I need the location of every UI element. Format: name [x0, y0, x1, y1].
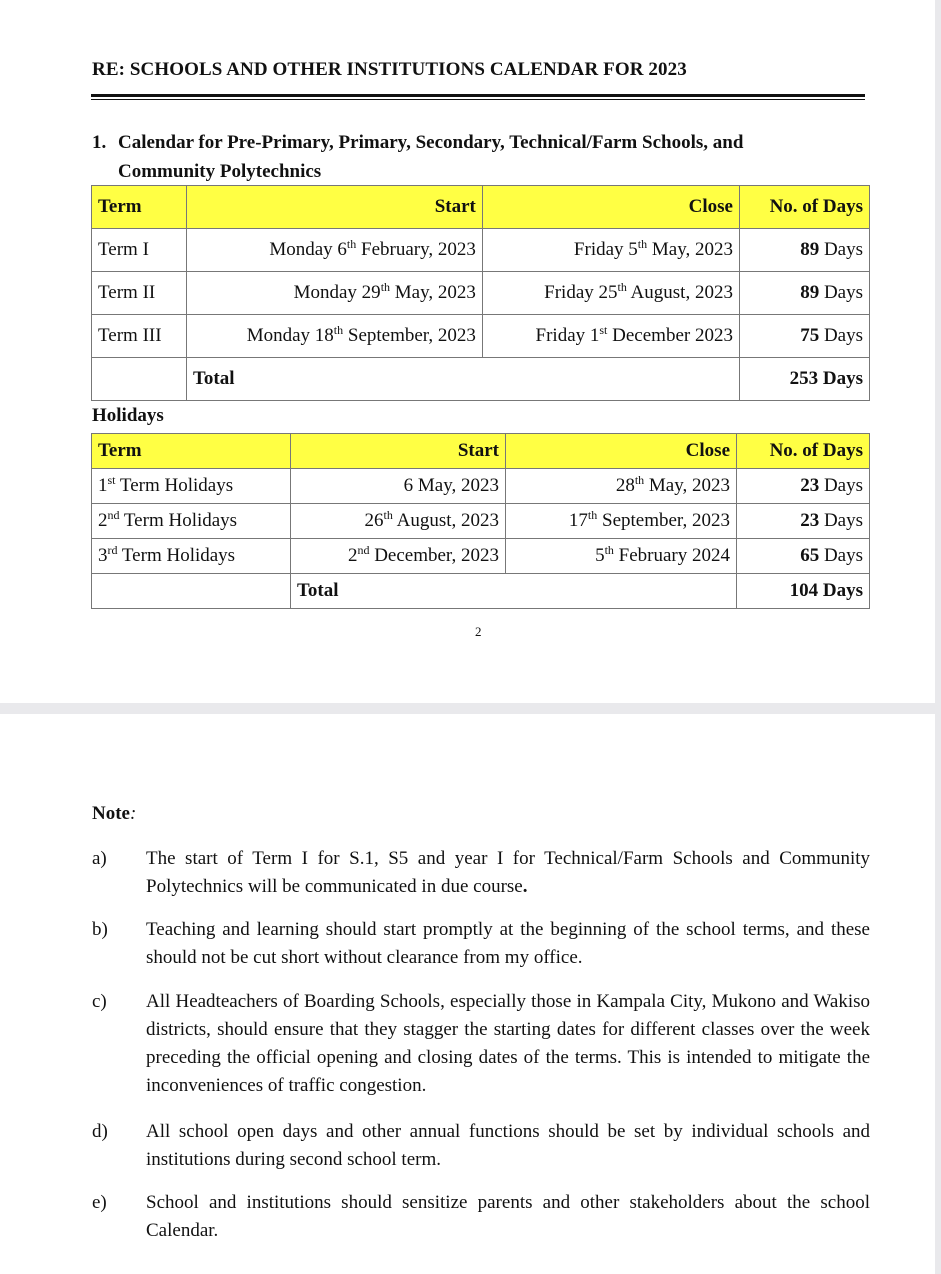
header-start: Start	[187, 186, 483, 229]
holidays-table	[91, 433, 870, 609]
cell-start: Monday 18th September, 2023	[187, 315, 483, 358]
note-item-e	[92, 1189, 870, 1245]
cell-days: 75 Days	[739, 315, 869, 358]
cell-start: 26th August, 2023	[291, 504, 506, 539]
cell-term: 3rd Term Holidays	[92, 539, 291, 574]
cell-empty	[92, 574, 291, 609]
note-text: The start of Term I for S.1, S5 and year I for Technical/Farm Schools and Community Polytechnics will be communicated in due course.	[146, 848, 870, 897]
table-total-row	[92, 358, 870, 401]
table-total-row	[92, 574, 870, 609]
table-row	[92, 504, 870, 539]
cell-start: Monday 29th May, 2023	[187, 272, 483, 315]
title-rule-thin	[91, 99, 865, 100]
cell-start: 6 May, 2023	[291, 469, 506, 504]
cell-term: 2nd Term Holidays	[92, 504, 291, 539]
note-text: All Headteachers of Boarding Schools, especially those in Kampala City, Mukono and Wakiso districts, should ensure that they stagger the starting dates for different classes over the week preceding the official opening and closing dates of the terms. This is intended to mitigate the inconveniences of traffic congestion.	[146, 991, 870, 1096]
cell-close: Friday 1st December 2023	[482, 315, 739, 358]
cell-days: 23 Days	[737, 504, 870, 539]
cell-close: Friday 5th May, 2023	[482, 229, 739, 272]
table-row	[92, 315, 870, 358]
note-text: All school open days and other annual functions should be set by individual schools and institutions during second school term.	[146, 1121, 870, 1170]
cell-empty	[92, 358, 187, 401]
cell-close: 28th May, 2023	[506, 469, 737, 504]
cell-start: Monday 6th February, 2023	[187, 229, 483, 272]
table-row	[92, 272, 870, 315]
table-row	[92, 469, 870, 504]
header-days: No. of Days	[739, 186, 869, 229]
header-days: No. of Days	[737, 434, 870, 469]
cell-days: 65 Days	[737, 539, 870, 574]
page-number: 2	[475, 624, 482, 639]
header-term: Term	[92, 186, 187, 229]
header-close: Close	[506, 434, 737, 469]
note-text: Teaching and learning should start promptly at the beginning of the school terms, and these should not be cut short without clearance from my office.	[146, 919, 870, 968]
cell-term: Term II	[92, 272, 187, 315]
table-header-row	[92, 434, 870, 469]
note-item-a	[92, 845, 870, 901]
note-label: a)	[92, 848, 107, 869]
table-row	[92, 229, 870, 272]
terms-table	[91, 185, 870, 401]
cell-close: 5th February 2024	[506, 539, 737, 574]
note-label: c)	[92, 991, 107, 1012]
note-item-d	[92, 1118, 870, 1174]
cell-close: 17th September, 2023	[506, 504, 737, 539]
note-heading: Note:	[92, 803, 137, 824]
note-label: e)	[92, 1192, 107, 1213]
total-value: 253 Days	[739, 358, 869, 401]
cell-days: 23 Days	[737, 469, 870, 504]
note-item-c	[92, 988, 870, 1100]
document-title: RE: SCHOOLS AND OTHER INSTITUTIONS CALENDAR FOR 2023	[92, 59, 687, 80]
cell-term: Term I	[92, 229, 187, 272]
cell-close: Friday 25th August, 2023	[482, 272, 739, 315]
note-item-b	[92, 916, 870, 972]
section-number: 1.	[92, 132, 107, 153]
note-label: b)	[92, 919, 108, 940]
section-1-heading	[92, 128, 870, 186]
header-close: Close	[482, 186, 739, 229]
note-text: School and institutions should sensitize parents and other stakeholders about the school Calendar.	[146, 1192, 870, 1241]
holidays-heading: Holidays	[92, 405, 164, 426]
header-term: Term	[92, 434, 291, 469]
table-header-row	[92, 186, 870, 229]
note-label: d)	[92, 1121, 108, 1142]
section-heading-line1: Calendar for Pre-Primary, Primary, Secondary, Technical/Farm Schools, and	[118, 132, 744, 153]
cell-start: 2nd December, 2023	[291, 539, 506, 574]
cell-days: 89 Days	[739, 272, 869, 315]
cell-term: 1st Term Holidays	[92, 469, 291, 504]
table-row	[92, 539, 870, 574]
cell-days: 89 Days	[739, 229, 869, 272]
title-rule-thick	[91, 94, 865, 97]
section-heading-line2: Community Polytechnics	[118, 161, 322, 182]
cell-term: Term III	[92, 315, 187, 358]
header-start: Start	[291, 434, 506, 469]
total-label: Total	[187, 358, 740, 401]
total-value: 104 Days	[737, 574, 870, 609]
total-label: Total	[291, 574, 737, 609]
